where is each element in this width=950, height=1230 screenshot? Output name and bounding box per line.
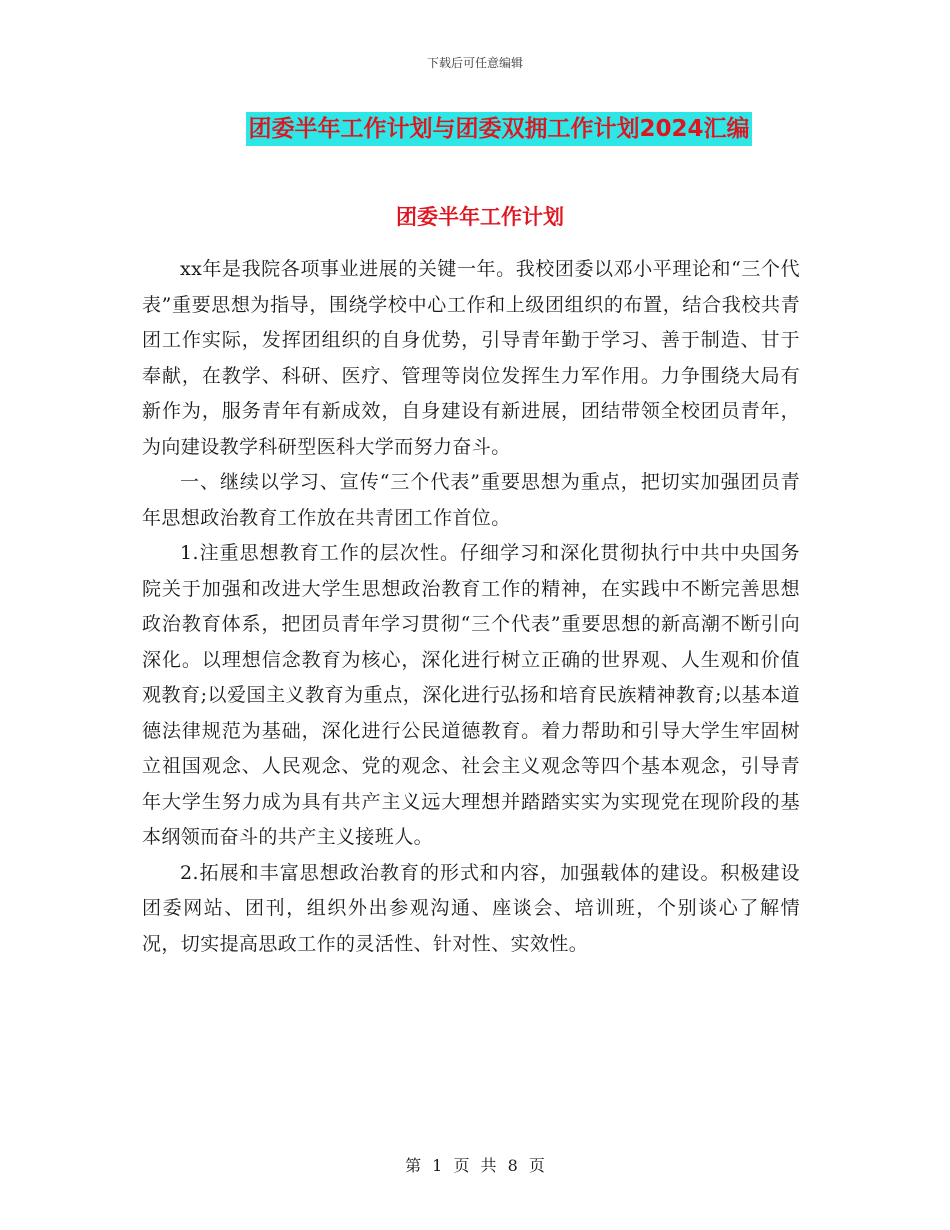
paragraph: 一、继续以学习、宣传“三个代表”重要思想为重点，把切实加强团员青年思想政治教育工作放在共青团工作首位。 [142,471,800,529]
paragraph: 2.拓展和丰富思想政治教育的形式和内容，加强载体的建设。积极建设团委网站、团刊，组织外出参观沟通、座谈会、培训班，个别谈心了解情况，切实提高思政工作的灵活性、针对性、实效性。 [142,861,800,955]
document-body [142,252,800,962]
section-title: 团委半年工作计划 [396,205,564,229]
paragraph: xx年是我院各项事业进展的关键一年。我校团委以邓小平理论和“三个代表”重要思想为指导，围绕学校中心工作和上级团组织的布置，结合我校共青团工作实际，发挥团组织的自身优势，引导青年勤于学习、善于制造、甘于奉献，在教学、科研、医疗、管理等岗位发挥生力军作用。力争围绕大局有新作为，服务青年有新成效，自身建设有新进展，团结带领全校团员青年，为向建设教学科研型医科大学而努力奋斗。 [142,258,800,458]
paragraph: 1.注重思想教育工作的层次性。仔细学习和深化贯彻执行中共中央国务院关于加强和改进大学生思想政治教育工作的精神，在实践中不断完善思想政治教育体系，把团员青年学习贯彻“三个代表”重要思想的新高潮不断引向深化。以理想信念教育为核心，深化进行树立正确的世界观、人生观和价值观教育;以爱国主义教育为重点，深化进行弘扬和培育民族精神教育;以基本道德法律规范为基础，深化进行公民道德教育。着力帮助和引导大学生牢固树立祖国观念、人民观念、党的观念、社会主义观念等四个基本观念，引导青年大学生努力成为具有共产主义远大理想并踏踏实实为实现党在现阶段的基本纲领而奋斗的共产主义接班人。 [142,542,800,848]
page-footer: 第 1 页 共 8 页 [405,1156,545,1175]
document-title-container [0,112,950,146]
document-title: 团委半年工作计划与团委双拥工作计划2024汇编 [246,112,751,146]
header-note: 下载后可任意编辑 [426,56,523,70]
